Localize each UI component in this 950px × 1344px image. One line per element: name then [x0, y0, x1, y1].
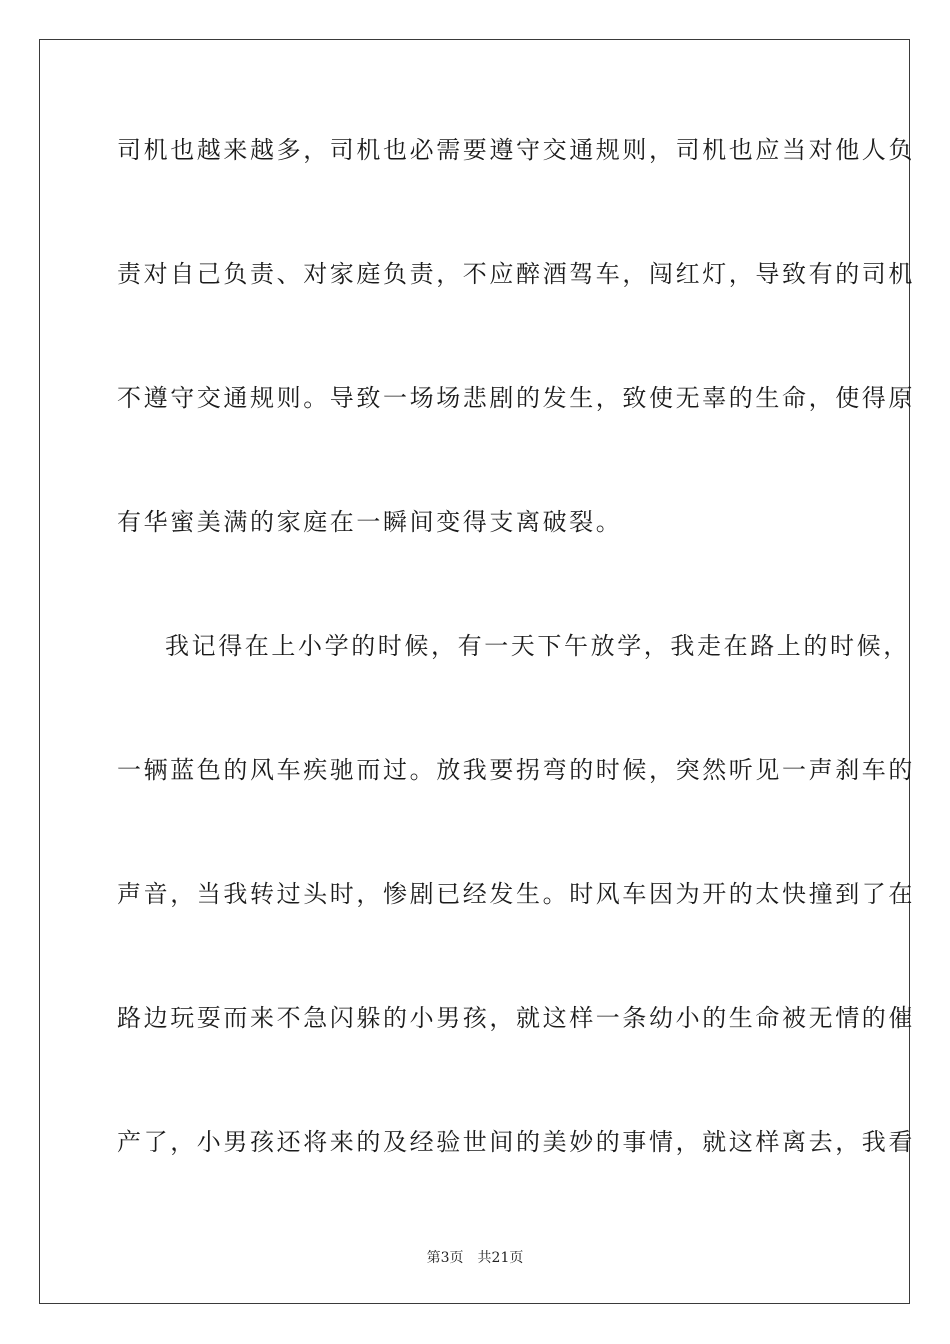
text-line-7: 声音，当我转过头时，惨剧已经发生。时风车因为开的太快撞到了在: [117, 880, 915, 908]
text-line-4: 有华蜜美满的家庭在一瞬间变得支离破裂。: [117, 508, 623, 536]
page-footer: [0, 1247, 950, 1267]
text-line-3: 不遵守交通规则。导致一场场悲剧的发生，致使无辜的生命，使得原: [117, 384, 915, 412]
text-line-5: 我记得在上小学的时候，有一天下午放学，我走在路上的时候，: [165, 632, 910, 660]
page-total: 共21页: [477, 1250, 524, 1266]
text-line-8: 路边玩耍而来不急闪躲的小男孩，就这样一条幼小的生命被无情的催: [117, 1004, 915, 1032]
page-number: 第3页: [426, 1250, 464, 1266]
text-line-6: 一辆蓝色的风车疾驰而过。放我要拐弯的时候，突然听见一声刹车的: [117, 756, 915, 784]
text-line-2: 责对自己负责、对家庭负责，不应醉酒驾车，闯红灯，导致有的司机: [117, 260, 915, 288]
page-border: [39, 39, 915, 1304]
text-line-9: 产了，小男孩还将来的及经验世间的美妙的事情，就这样离去，我看: [117, 1128, 915, 1156]
text-line-1: 司机也越来越多，司机也必需要遵守交通规则，司机也应当对他人负: [117, 136, 915, 164]
